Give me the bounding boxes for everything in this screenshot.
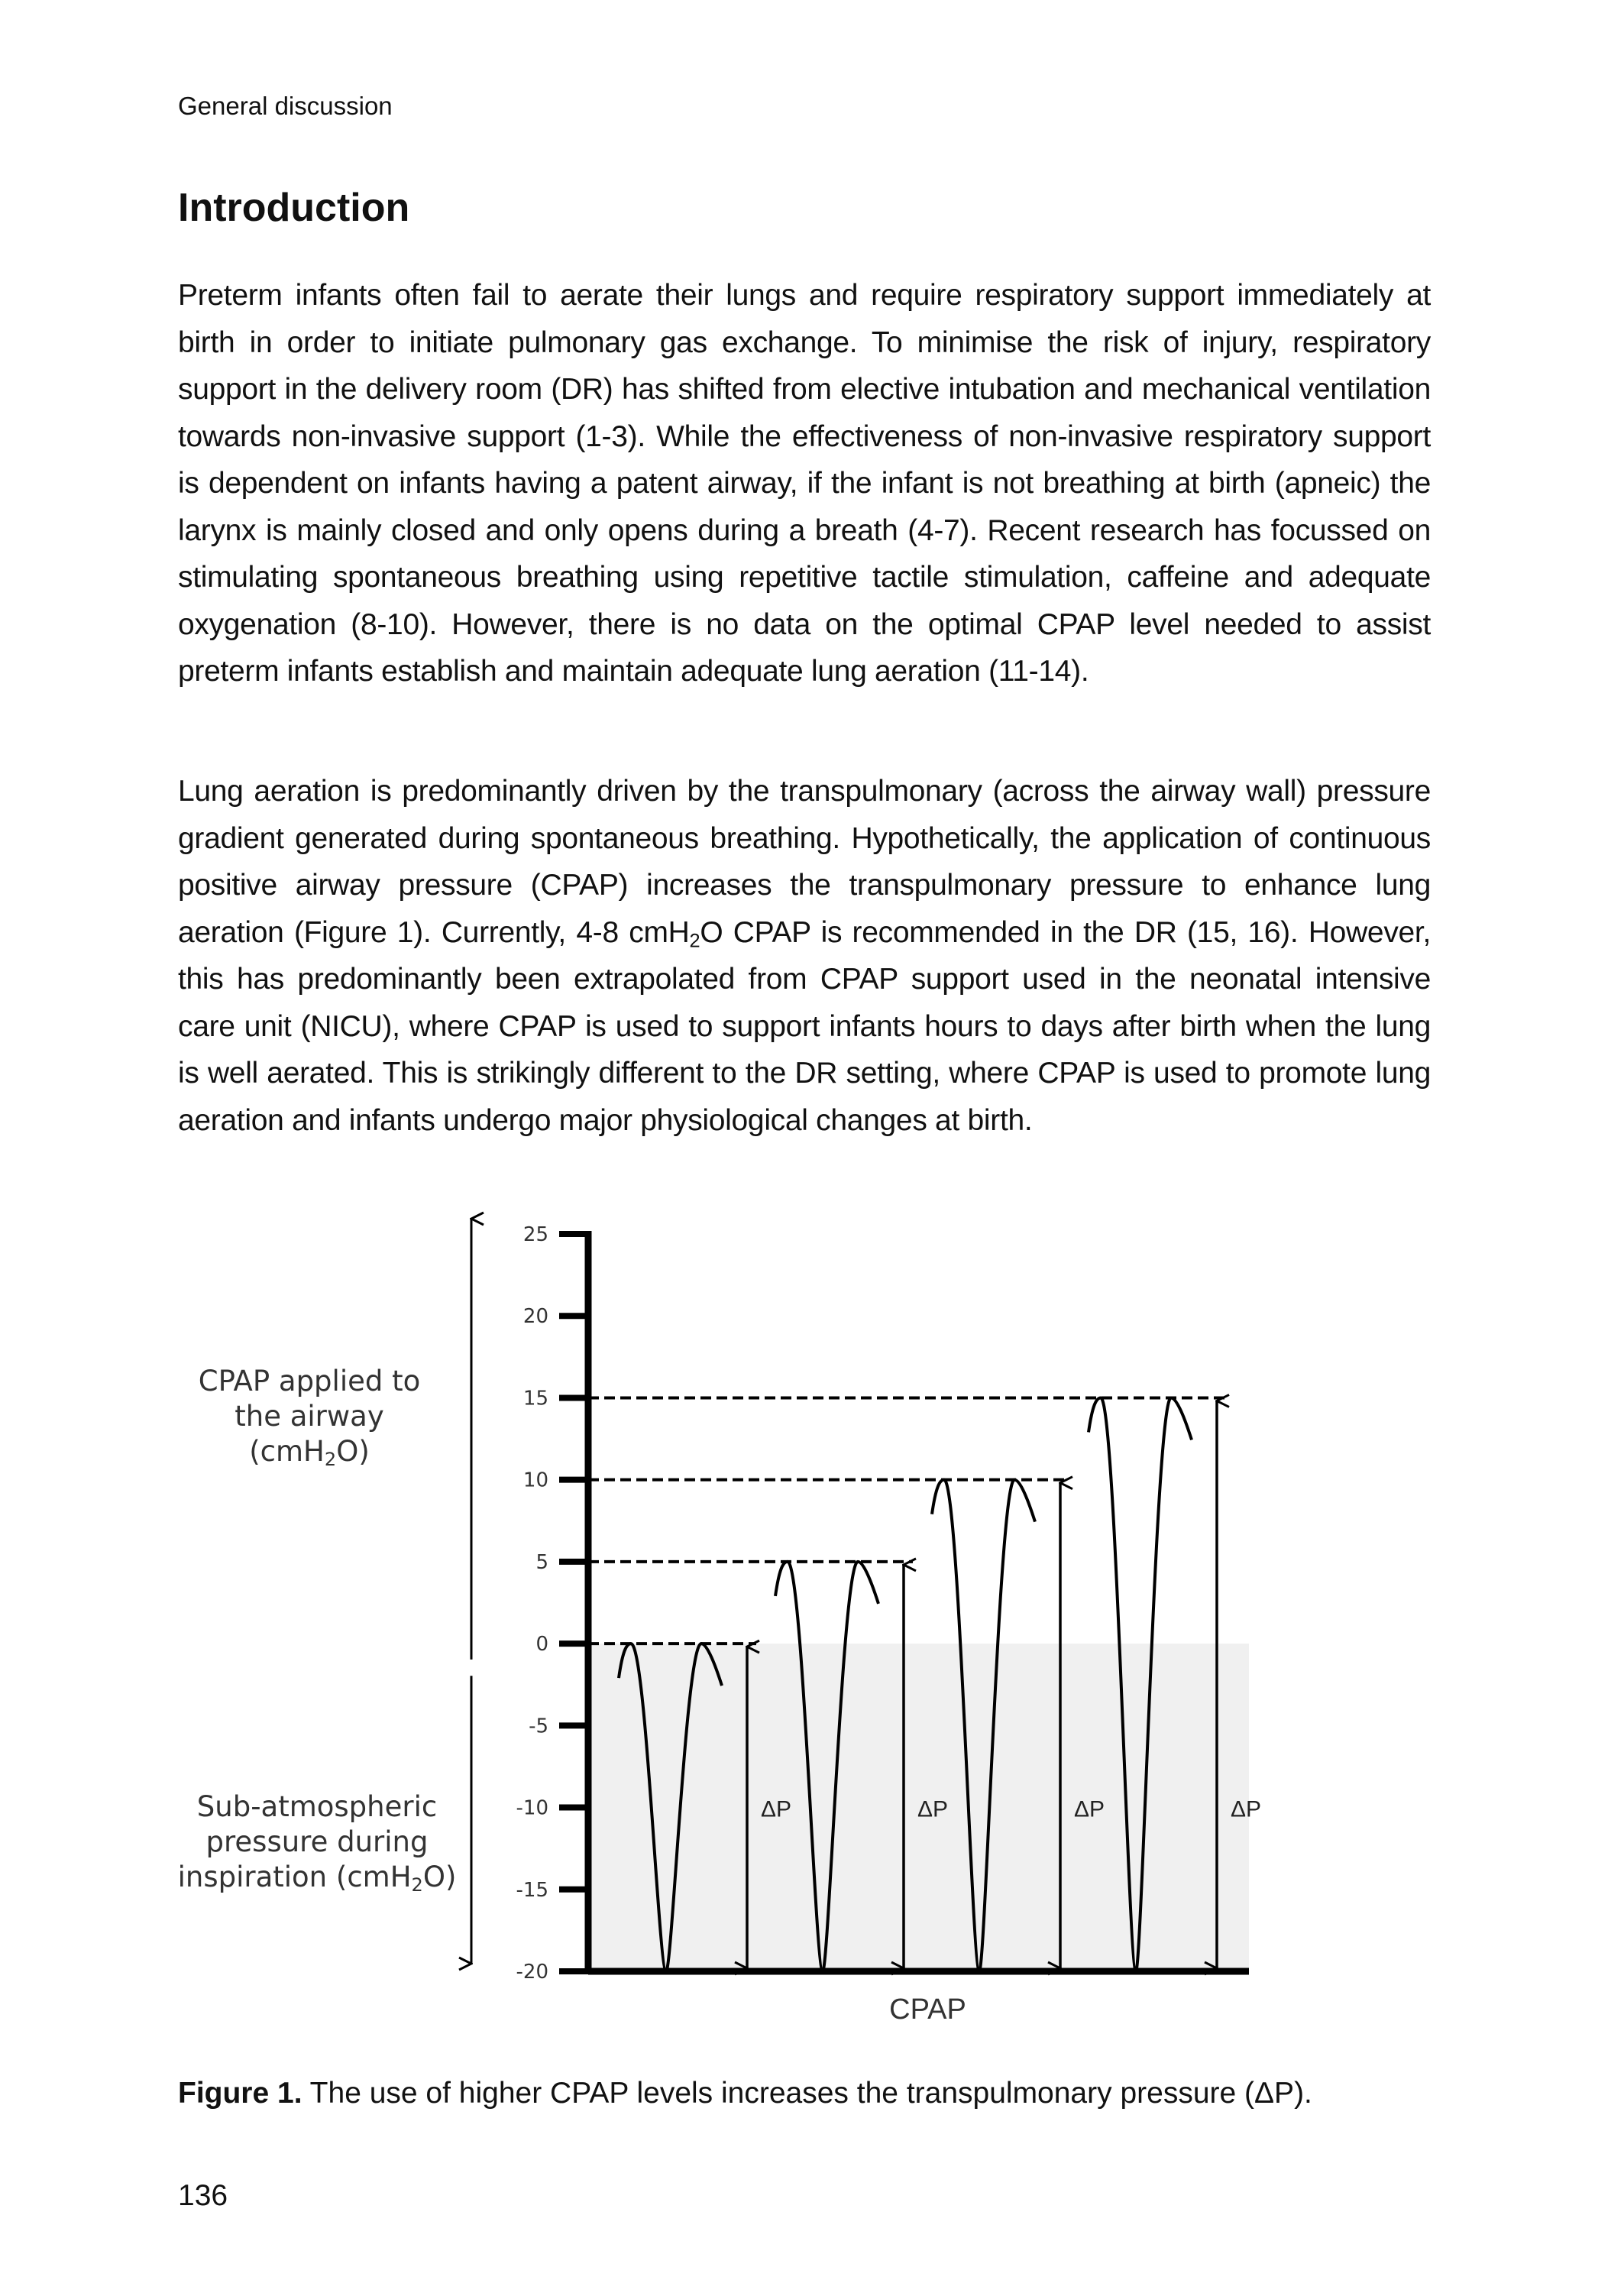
paragraph-2 <box>178 768 1431 1144</box>
sub-atmospheric-side-label-tail: O) <box>422 1861 457 1893</box>
y-tick-label: -15 <box>516 1878 548 1902</box>
cpap-side-label-text: CPAP applied to the airway (cmH <box>198 1365 421 1468</box>
figure-caption <box>178 2077 1312 2110</box>
y-tick-label: 15 <box>522 1387 548 1410</box>
figure-caption-text: The use of higher CPAP levels increases the transpulmonary pressure (ΔP). <box>302 2077 1312 2110</box>
delta-p-label: ΔP <box>761 1796 792 1822</box>
figure-1 <box>0 1192 1624 2040</box>
cpap-side-label-sub: 2 <box>324 1449 337 1470</box>
subscript-2: 2 <box>689 929 700 951</box>
running-header: General discussion <box>178 92 393 120</box>
y-tick-label: -5 <box>529 1715 548 1738</box>
y-tick-label: 20 <box>522 1305 548 1329</box>
cpap-side-label-tail: O) <box>336 1435 370 1468</box>
y-tick-label: 25 <box>522 1223 548 1246</box>
paragraph-1: Preterm infants often fail to aerate their lungs and require respiratory support immediately at birth in order to initiate pulmonary gas exchange. To minimise the risk of injury, respiratory support in the delivery room (DR) has shifted from elective intubation and mechanical ventilation towards non-invasive support (1-3). While the effectiveness of non-invasive respiratory support is dependent on infants having a patent airway, if the infant is not breathing at birth (apneic) the larynx is mainly closed and only opens during a breath (4-7). Recent research has focussed on stimulating spontaneous breathing using repetitive tactile stimulation, caffeine and adequate oxygenation (8-10). However, there is no data on the optimal CPAP level needed to assist preterm infants establish and maintain adequate lung aeration (11-14). <box>178 279 1431 688</box>
sub-atmospheric-side-label-text: Sub-atmospheric pressure during inspiration (cmH <box>177 1790 438 1893</box>
figure-caption-label: Figure 1. <box>178 2077 302 2110</box>
y-tick-label: 10 <box>522 1469 548 1492</box>
delta-p-label: ΔP <box>1074 1796 1105 1822</box>
x-axis-label: CPAP <box>889 1993 966 2026</box>
y-tick-label: 5 <box>535 1550 548 1574</box>
cpap-pressure-chart <box>0 1192 1624 2040</box>
y-tick-label: 0 <box>535 1633 548 1657</box>
paragraph-2-text-a: Lung aeration is predominantly driven by the transpulmonary (across the airway wall) pressure gradient generated during spontaneous breathing. Hypothetically, the application of continuous positive airway pressure (CPAP) increases the transpulmonary pressure to enhance lung aeration (Figure 1). Currently, 4-8 cmH <box>178 775 1431 949</box>
page-number: 136 <box>178 2179 228 2212</box>
sub-atmospheric-side-label-sub: 2 <box>411 1874 423 1896</box>
y-tick-label: -20 <box>516 1961 548 1984</box>
section-title: Introduction <box>178 186 410 230</box>
y-tick-label: -10 <box>516 1796 548 1820</box>
paragraph-2-text-b: O CPAP is recommended in the DR (15, 16). However, this has predominantly been extrapolated from CPAP support used in the neonatal intensive care unit (NICU), where CPAP is used to support infants hours to days after birth when the lung is well aerated. This is strikingly different to the DR setting, where CPAP is used to promote lung aeration and infants undergo major physiological changes at birth. <box>178 915 1431 1137</box>
delta-p-label: ΔP <box>1231 1796 1262 1822</box>
delta-p-label: ΔP <box>917 1796 949 1822</box>
